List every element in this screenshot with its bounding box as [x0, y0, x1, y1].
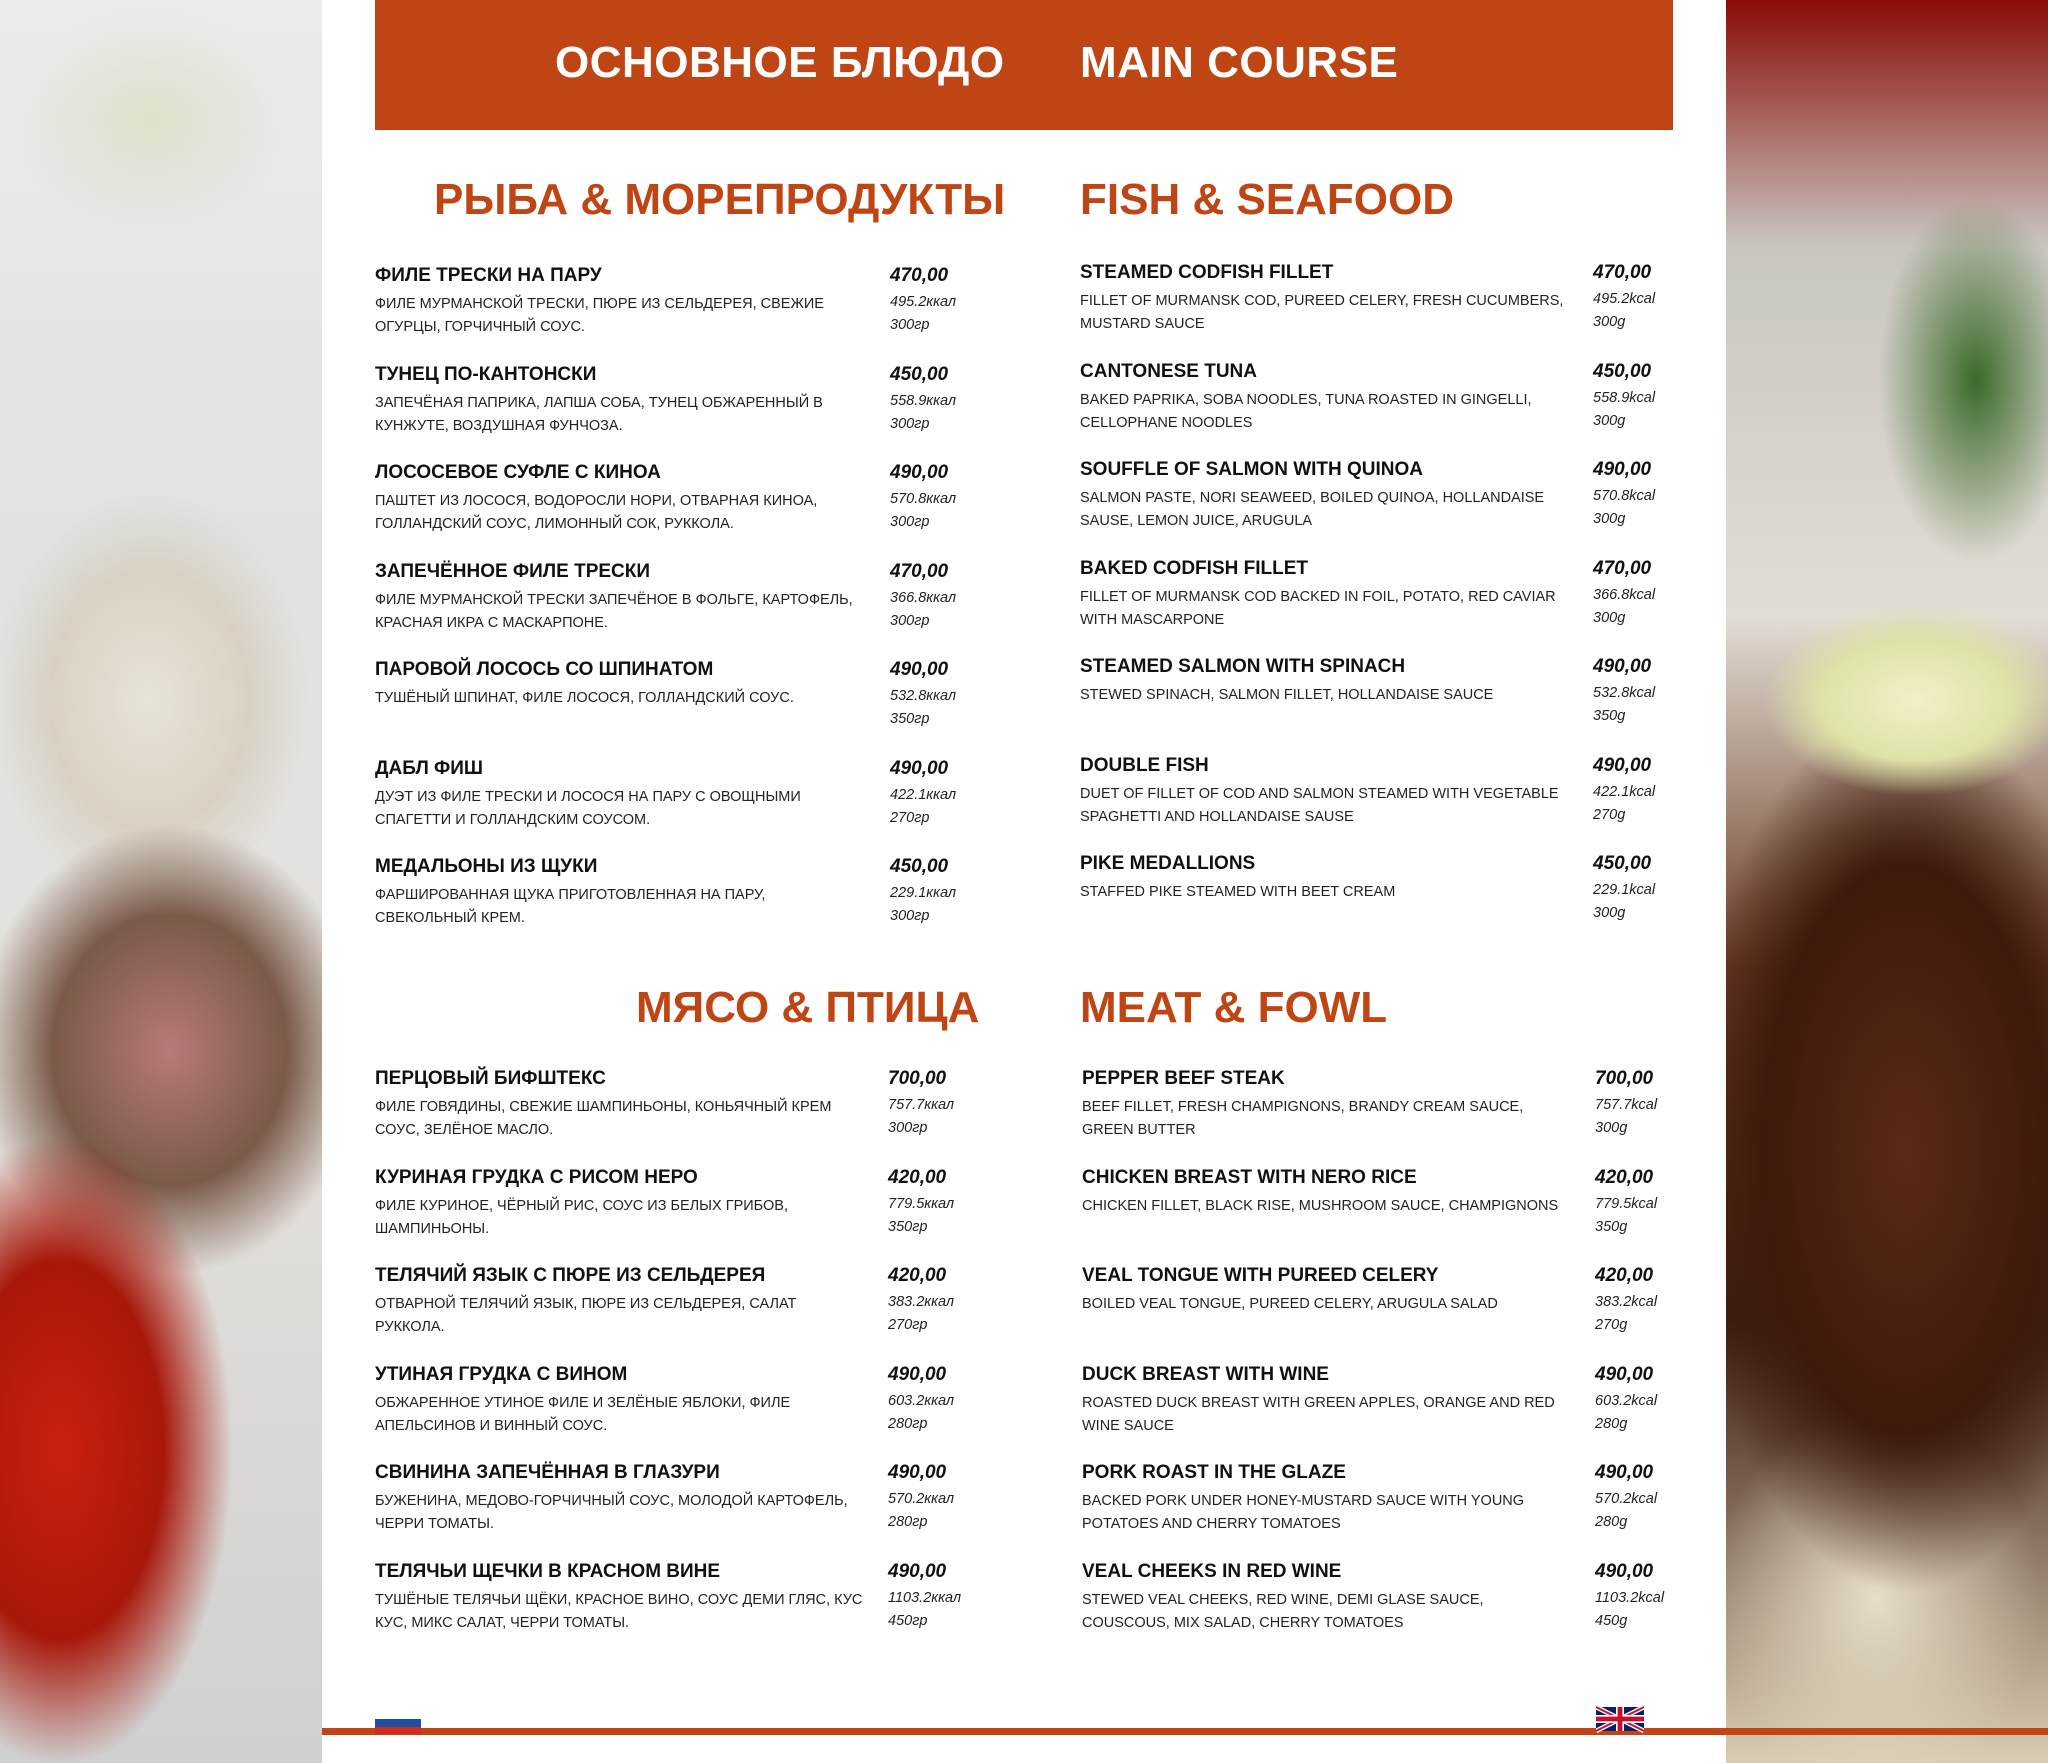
dish-description: ФАРШИРОВАННАЯ ЩУКА ПРИГОТОВЛЕННАЯ НА ПАРУ, СВЕКОЛЬНЫЙ КРЕМ.	[375, 887, 766, 926]
food-photo-right	[1726, 0, 2048, 1763]
dish-calories: 570.2kcal	[1595, 1491, 1658, 1507]
dish-name: CHICKEN BREAST WITH NERO RICE	[1082, 1167, 1417, 1188]
dish-weight: 350гр	[890, 711, 930, 727]
dish-weight: 300гр	[890, 908, 930, 924]
dish-calories: 532.8ккал	[890, 688, 957, 704]
dish-weight: 270g	[1593, 807, 1626, 823]
header-title-ru: ОСНОВНОЕ БЛЮДО	[555, 38, 1005, 87]
dish-name: STEAMED SALMON WITH SPINACH	[1080, 656, 1406, 677]
dish-calories: 757.7ккал	[888, 1097, 955, 1113]
dish-weight: 280g	[1595, 1416, 1628, 1432]
fish-en-item	[1080, 459, 1680, 539]
fish-ru-item	[375, 265, 975, 345]
dish-price: 700,00	[888, 1068, 947, 1089]
dish-calories: 366.8kcal	[1593, 587, 1656, 603]
dish-description: ФИЛЕ КУРИНОЕ, ЧЁРНЫЙ РИС, СОУС ИЗ БЕЛЫХ ГРИБОВ, ШАМПИНЬОНЫ.	[375, 1198, 788, 1237]
dish-description: ЗАПЕЧЁНАЯ ПАПРИКА, ЛАПША СОБА, ТУНЕЦ ОБЖАРЕННЫЙ В КУНЖУТЕ, ВОЗДУШНАЯ ФУНЧОЗА.	[375, 395, 823, 434]
dish-calories: 603.2kcal	[1595, 1393, 1658, 1409]
dish-calories: 532.8kcal	[1593, 685, 1656, 701]
meat-ru-item	[375, 1364, 975, 1444]
dish-weight: 300g	[1595, 1120, 1628, 1136]
dish-price: 470,00	[890, 265, 949, 286]
fish-en-item	[1080, 853, 1680, 933]
dish-description: ОТВАРНОЙ ТЕЛЯЧИЙ ЯЗЫК, ПЮРЕ ИЗ СЕЛЬДЕРЕЯ, САЛАТ РУККОЛА.	[375, 1296, 797, 1335]
dish-weight: 300гр	[890, 416, 930, 432]
header-bar	[375, 0, 1673, 130]
dish-name: CANTONESE TUNA	[1080, 361, 1257, 382]
dish-name: МЕДАЛЬОНЫ ИЗ ЩУКИ	[375, 856, 598, 877]
dish-name: ТЕЛЯЧИЙ ЯЗЫК С ПЮРЕ ИЗ СЕЛЬДЕРЕЯ	[375, 1265, 766, 1286]
dish-description: ПАШТЕТ ИЗ ЛОСОСЯ, ВОДОРОСЛИ НОРИ, ОТВАРНАЯ КИНОА, ГОЛЛАНДСКИЙ СОУС, ЛИМОННЫЙ СОК, РУККОЛА.	[375, 493, 818, 532]
dish-name: СВИНИНА ЗАПЕЧЁННАЯ В ГЛАЗУРИ	[375, 1462, 720, 1483]
dish-name: ФИЛЕ ТРЕСКИ НА ПАРУ	[375, 265, 602, 286]
dish-name: ПАРОВОЙ ЛОСОСЬ СО ШПИНАТОМ	[375, 659, 714, 680]
fish-en-item	[1080, 361, 1680, 441]
fish-ru-item	[375, 364, 975, 444]
dish-description: CHICKEN FILLET, BLACK RISE, MUSHROOM SAUCE, CHAMPIGNONS	[1082, 1198, 1559, 1214]
dish-name: ТУНЕЦ ПО-КАНТОНСКИ	[375, 364, 597, 385]
dish-price: 420,00	[1595, 1265, 1654, 1286]
dish-weight: 300гр	[888, 1120, 928, 1136]
dish-calories: 570.2ккал	[888, 1491, 955, 1507]
dish-name: PIKE MEDALLIONS	[1080, 853, 1256, 874]
dish-price: 450,00	[890, 364, 949, 385]
dish-weight: 280гр	[888, 1416, 928, 1432]
dish-description: BAKED PAPRIKA, SOBA NOODLES, TUNA ROASTED IN GINGELLI, CELLOPHANE NOODLES	[1080, 392, 1532, 431]
dish-name: ПЕРЦОВЫЙ БИФШТЕКС	[375, 1068, 606, 1089]
dish-weight: 300g	[1593, 314, 1626, 330]
dish-price: 490,00	[1595, 1364, 1654, 1385]
dish-calories: 422.1ккал	[890, 787, 957, 803]
dish-calories: 570.8ккал	[890, 491, 957, 507]
dish-price: 470,00	[890, 561, 949, 582]
fish-ru-item	[375, 758, 975, 838]
dish-name: ЗАПЕЧЁННОЕ ФИЛЕ ТРЕСКИ	[375, 561, 651, 582]
dish-description: ФИЛЕ ГОВЯДИНЫ, СВЕЖИЕ ШАМПИНЬОНЫ, КОНЬЯЧНЫЙ КРЕМ СОУС, ЗЕЛЁНОЕ МАСЛО.	[375, 1099, 832, 1138]
dish-weight: 300гр	[890, 317, 930, 333]
dish-description: ДУЭТ ИЗ ФИЛЕ ТРЕСКИ И ЛОСОСЯ НА ПАРУ С ОВОЩНЫМИ СПАГЕТТИ И ГОЛЛАНДСКИМ СОУСОМ.	[375, 789, 801, 828]
fish-ru-item	[375, 856, 975, 936]
dish-price: 700,00	[1595, 1068, 1654, 1089]
dish-calories: 229.1ккал	[890, 885, 957, 901]
dish-price: 450,00	[1593, 361, 1652, 382]
dish-calories: 383.2kcal	[1595, 1294, 1658, 1310]
dish-description: ТУШЁНЫЕ ТЕЛЯЧЬИ ЩЁКИ, КРАСНОЕ ВИНО, СОУС ДЕМИ ГЛЯС, КУС КУС, МИКС САЛАТ, ЧЕРРИ ТОМАТЫ.	[375, 1592, 863, 1631]
dish-description: STEWED VEAL CHEEKS, RED WINE, DEMI GLASE SAUCE, COUSCOUS, MIX SALAD, CHERRY TOMATOES	[1082, 1592, 1484, 1631]
dish-description: BACKED PORK UNDER HONEY-MUSTARD SAUCE WITH YOUNG POTATOES AND CHERRY TOMATOES	[1082, 1493, 1525, 1532]
fish-en-item	[1080, 558, 1680, 638]
dish-price: 420,00	[888, 1167, 947, 1188]
dish-price: 470,00	[1593, 558, 1652, 579]
dish-price: 420,00	[1595, 1167, 1654, 1188]
dish-weight: 350g	[1595, 1219, 1628, 1235]
meat-ru-item	[375, 1265, 975, 1345]
dish-calories: 1103.2ккал	[888, 1590, 962, 1606]
dish-name: КУРИНАЯ ГРУДКА С РИСОМ НЕРО	[375, 1167, 698, 1188]
dish-description: ФИЛЕ МУРМАНСКОЙ ТРЕСКИ, ПЮРЕ ИЗ СЕЛЬДЕРЕЯ, СВЕЖИЕ ОГУРЦЫ, ГОРЧИЧНЫЙ СОУС.	[375, 296, 824, 335]
dish-name: VEAL CHEEKS IN RED WINE	[1082, 1561, 1342, 1582]
bottom-rule	[322, 1728, 2048, 1735]
dish-name: ТЕЛЯЧЬИ ЩЕЧКИ В КРАСНОМ ВИНЕ	[375, 1561, 721, 1582]
dish-calories: 757.7kcal	[1595, 1097, 1658, 1113]
meat-ru-item	[375, 1462, 975, 1542]
meat-en-item	[1082, 1167, 1682, 1247]
dish-name: VEAL TONGUE WITH PUREED CELERY	[1082, 1265, 1439, 1286]
dish-name: SOUFFLE OF SALMON WITH QUINOA	[1080, 459, 1424, 480]
dish-weight: 270гр	[890, 810, 930, 826]
dish-name: ЛОСОСЕВОЕ СУФЛЕ С КИНОА	[375, 462, 661, 483]
meat-en-item	[1082, 1462, 1682, 1542]
section-title-meat-en: MEAT & FOWL	[1080, 983, 1388, 1032]
dish-weight: 300g	[1593, 413, 1626, 429]
dish-price: 450,00	[890, 856, 949, 877]
dish-description: ТУШЁНЫЙ ШПИНАТ, ФИЛЕ ЛОСОСЯ, ГОЛЛАНДСКИЙ СОУС.	[375, 690, 794, 706]
dish-price: 490,00	[890, 659, 949, 680]
dish-weight: 350g	[1593, 708, 1626, 724]
fish-en-item	[1080, 656, 1680, 736]
dish-calories: 495.2ккал	[890, 294, 957, 310]
dish-description: ОБЖАРЕННОЕ УТИНОЕ ФИЛЕ И ЗЕЛЁНЫЕ ЯБЛОКИ, ФИЛЕ АПЕЛЬСИНОВ И ВИННЫЙ СОУС.	[375, 1395, 791, 1434]
dish-weight: 270гр	[888, 1317, 928, 1333]
dish-price: 490,00	[1593, 755, 1652, 776]
meat-ru-item	[375, 1167, 975, 1247]
dish-description: ФИЛЕ МУРМАНСКОЙ ТРЕСКИ ЗАПЕЧЁНОЕ В ФОЛЬГЕ, КАРТОФЕЛЬ, КРАСНАЯ ИКРА С МАСКАРПОНЕ.	[375, 592, 853, 631]
dish-description: BEEF FILLET, FRESH CHAMPIGNONS, BRANDY CREAM SAUCE, GREEN BUTTER	[1082, 1099, 1524, 1138]
meat-en-item	[1082, 1364, 1682, 1444]
dish-price: 490,00	[1593, 459, 1652, 480]
dish-name: DOUBLE FISH	[1080, 755, 1209, 776]
dish-calories: 558.9kcal	[1593, 390, 1656, 406]
section-title-fish-en: FISH & SEAFOOD	[1080, 175, 1455, 224]
dish-description: STEWED SPINACH, SALMON FILLET, HOLLANDAISE SAUCE	[1080, 687, 1494, 703]
dish-price: 470,00	[1593, 262, 1652, 283]
fish-en-item	[1080, 262, 1680, 342]
dish-weight: 300гр	[890, 514, 930, 530]
dish-description: BOILED VEAL TONGUE, PUREED CELERY, ARUGULA SALAD	[1082, 1296, 1498, 1312]
dish-name: ДАБЛ ФИШ	[375, 758, 484, 779]
header-title-en: MAIN COURSE	[1080, 38, 1399, 87]
dish-calories: 570.8kcal	[1593, 488, 1656, 504]
food-photo-left	[0, 0, 322, 1763]
dish-price: 490,00	[890, 462, 949, 483]
dish-description: БУЖЕНИНА, МЕДОВО-ГОРЧИЧНЫЙ СОУС, МОЛОДОЙ КАРТОФЕЛЬ, ЧЕРРИ ТОМАТЫ.	[375, 1493, 848, 1532]
dish-calories: 558.9ккал	[890, 393, 957, 409]
dish-price: 420,00	[888, 1265, 947, 1286]
dish-weight: 450g	[1595, 1613, 1628, 1629]
dish-name: PORK ROAST IN THE GLAZE	[1082, 1462, 1346, 1483]
fish-en-item	[1080, 755, 1680, 835]
meat-ru-item	[375, 1561, 975, 1641]
dish-description: SALMON PASTE, NORI SEAWEED, BOILED QUINOA, HOLLANDAISE SAUSE, LEMON JUICE, ARUGULA	[1080, 490, 1545, 529]
dish-price: 490,00	[888, 1561, 947, 1582]
dish-calories: 779.5ккал	[888, 1196, 955, 1212]
dish-price: 450,00	[1593, 853, 1652, 874]
dish-description: STAFFED PIKE STEAMED WITH BEET CREAM	[1080, 884, 1396, 900]
dish-price: 490,00	[888, 1364, 947, 1385]
dish-name: BAKED CODFISH FILLET	[1080, 558, 1308, 579]
dish-name: PEPPER BEEF STEAK	[1082, 1068, 1285, 1089]
dish-description: ROASTED DUCK BREAST WITH GREEN APPLES, ORANGE AND RED WINE SAUCE	[1082, 1395, 1555, 1434]
dish-price: 490,00	[890, 758, 949, 779]
dish-calories: 366.8ккал	[890, 590, 957, 606]
dish-weight: 280гр	[888, 1514, 928, 1530]
dish-calories: 383.2ккал	[888, 1294, 955, 1310]
dish-price: 490,00	[1595, 1462, 1654, 1483]
meat-ru-item	[375, 1068, 975, 1148]
fish-ru-item	[375, 462, 975, 542]
meat-en-item	[1082, 1265, 1682, 1345]
dish-name: УТИНАЯ ГРУДКА С ВИНОМ	[375, 1364, 628, 1385]
dish-calories: 495.2kcal	[1593, 291, 1656, 307]
section-title-meat-ru: МЯСО & ПТИЦА	[636, 983, 980, 1032]
dish-price: 490,00	[1595, 1561, 1654, 1582]
uk-flag-icon	[1596, 1704, 1644, 1734]
dish-description: FILLET OF MURMANSK COD BACKED IN FOIL, POTATO, RED CAVIAR WITH MASCARPONE	[1080, 589, 1556, 628]
dish-weight: 300гр	[890, 613, 930, 629]
dish-weight: 300g	[1593, 610, 1626, 626]
dish-weight: 450гр	[888, 1613, 928, 1629]
dish-weight: 280g	[1595, 1514, 1628, 1530]
dish-calories: 229.1kcal	[1593, 882, 1656, 898]
dish-price: 490,00	[1593, 656, 1652, 677]
dish-name: DUCK BREAST WITH WINE	[1082, 1364, 1329, 1385]
fish-ru-item	[375, 561, 975, 641]
dish-description: DUET OF FILLET OF COD AND SALMON STEAMED WITH VEGETABLE SPAGHETTI AND HOLLANDAISE SAUSE	[1080, 786, 1559, 825]
russian-flag-icon	[375, 1712, 421, 1734]
dish-weight: 270g	[1595, 1317, 1628, 1333]
dish-calories: 779.5kcal	[1595, 1196, 1658, 1212]
dish-weight: 300g	[1593, 905, 1626, 921]
fish-ru-item	[375, 659, 975, 739]
dish-weight: 300g	[1593, 511, 1626, 527]
dish-calories: 422.1kcal	[1593, 784, 1656, 800]
meat-en-item	[1082, 1561, 1682, 1641]
section-title-fish-ru: РЫБА & МОРЕПРОДУКТЫ	[434, 175, 1006, 224]
dish-name: STEAMED CODFISH FILLET	[1080, 262, 1334, 283]
meat-en-item	[1082, 1068, 1682, 1148]
dish-calories: 1103.2kcal	[1595, 1590, 1665, 1606]
dish-price: 490,00	[888, 1462, 947, 1483]
dish-calories: 603.2ккал	[888, 1393, 955, 1409]
dish-weight: 350гр	[888, 1219, 928, 1235]
dish-description: FILLET OF MURMANSK COD, PUREED CELERY, FRESH CUCUMBERS, MUSTARD SAUCE	[1080, 293, 1564, 332]
